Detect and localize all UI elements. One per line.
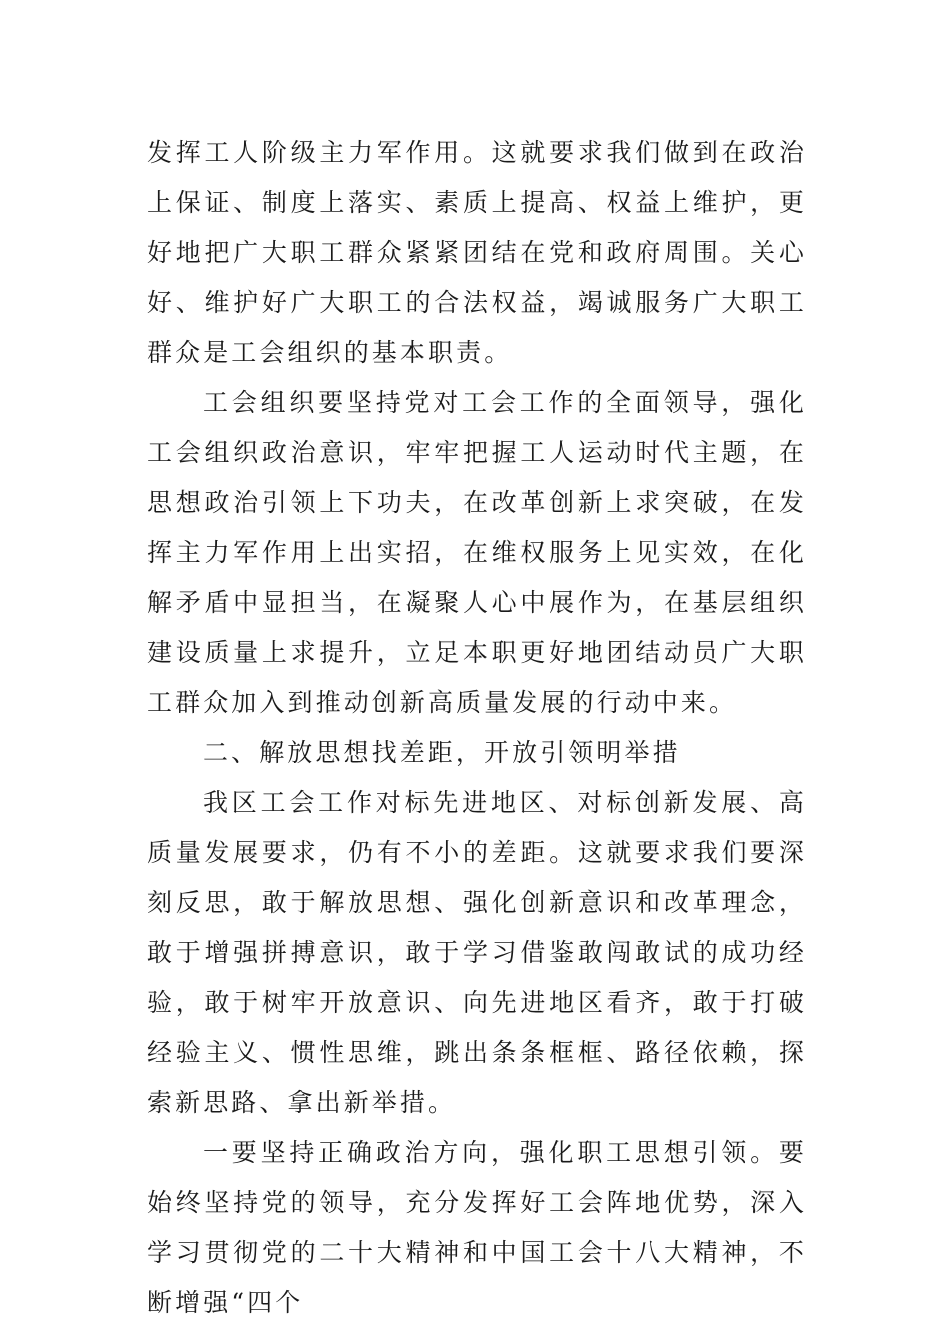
document-body <box>147 128 807 1328</box>
section-heading-two: 二、解放思想找差距，开放引领明举措 <box>203 738 681 767</box>
paragraph-union-leadership: 工会组织要坚持党对工会工作的全面领导，强化工会组织政治意识，牢牢把握工人运动时代主题，在思想政治引领上下功夫，在改革创新上求突破，在发挥主力军作用上出实招，在维权服务上见实效，在化解矛盾中显担当，在凝聚人心中展作为，在基层组织建设质量上求提升，立足本职更好地团结动员广大职工群众加入到推动创新高质量发展的行动中来。 <box>147 388 807 717</box>
paragraph-gap-analysis: 我区工会工作对标先进地区、对标创新发展、高质量发展要求，仍有不小的差距。这就要求我们要深刻反思，敢于解放思想、强化创新意识和改革理念，敢于增强拼搏意识，敢于学习借鉴敢闯敢试的成功经验，敢于树牢开放意识、向先进地区看齐，敢于打破经验主义、惯性思维，跳出条条框框、路径依赖，探索新思路、拿出新举措。 <box>147 788 807 1117</box>
paragraph-continuation: 发挥工人阶级主力军作用。这就要求我们做到在政治上保证、制度上落实、素质上提高、权益上维护，更好地把广大职工群众紧紧团结在党和政府周围。关心好、维护好广大职工的合法权益，竭诚服务广大职工群众是工会组织的基本职责。 <box>147 138 807 367</box>
paragraph-political-direction: 一要坚持正确政治方向，强化职工思想引领。要始终坚持党的领导，充分发挥好工会阵地优势，深入学习贯彻党的二十大精神和中国工会十八大精神，不断增强“四个 <box>147 1138 807 1317</box>
